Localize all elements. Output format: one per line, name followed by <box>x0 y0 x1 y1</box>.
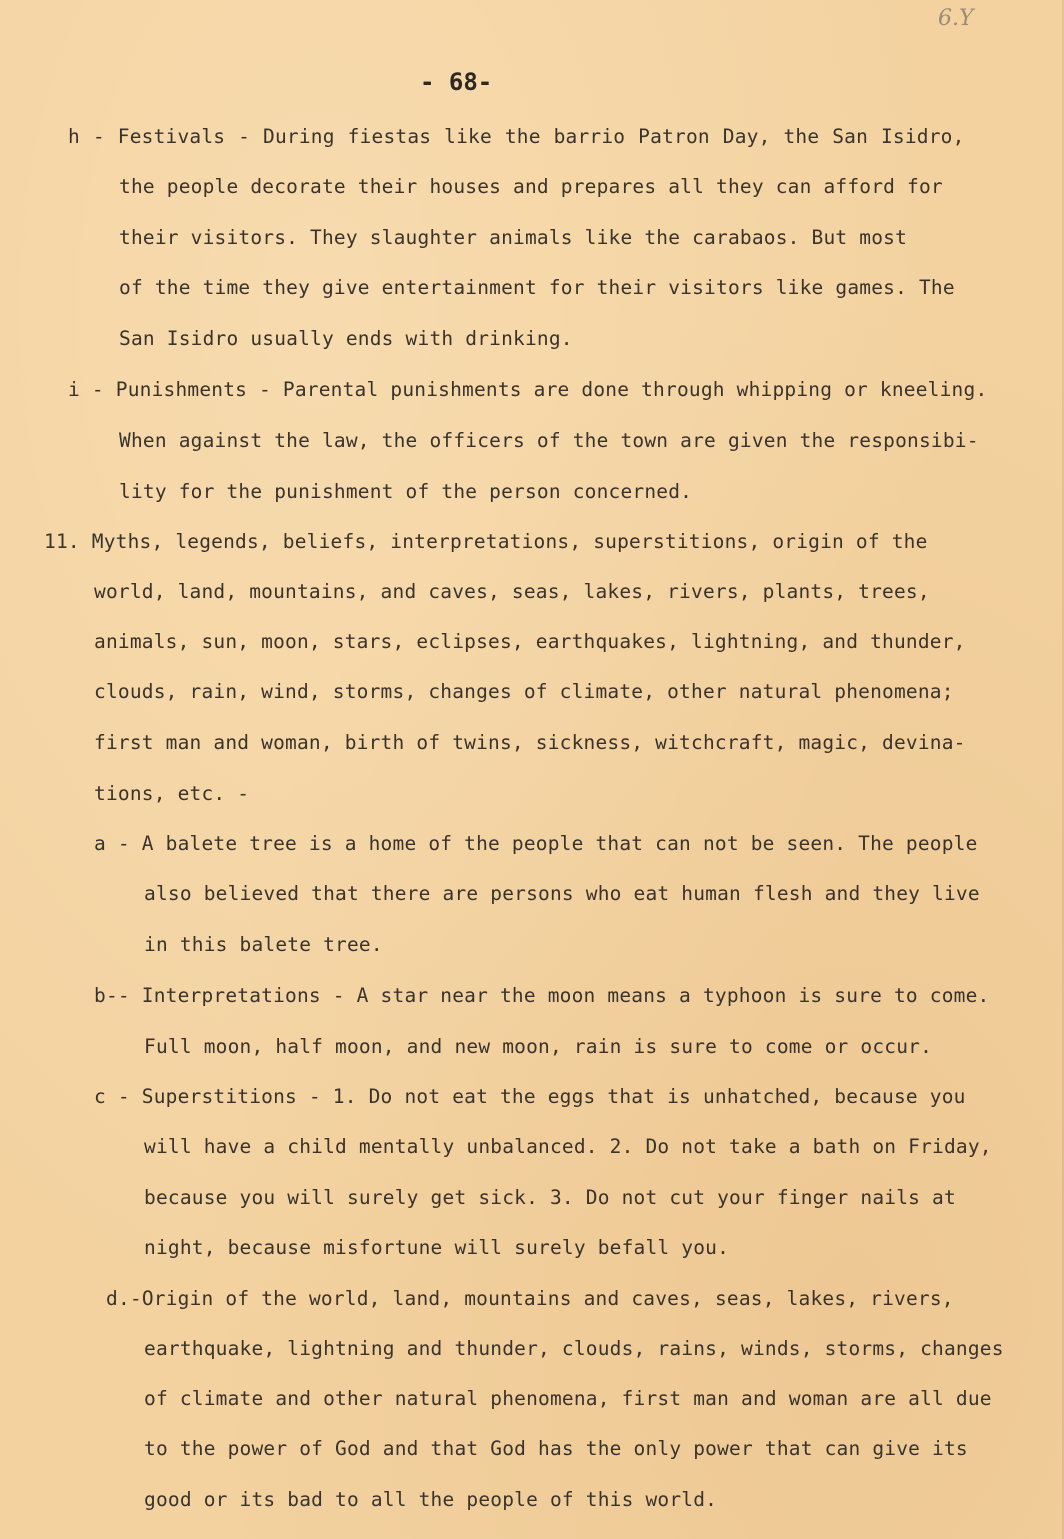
text-line: of the time they give entertainment for their visitors like games. The <box>119 276 955 299</box>
text-line: animals, sun, moon, stars, eclipses, earthquakes, lightning, and thunder, <box>94 630 966 653</box>
text-line: Full moon, half moon, and new moon, rain is sure to come or occur. <box>144 1035 933 1058</box>
text-line: 11. Myths, legends, beliefs, interpretations, superstitions, origin of the <box>44 530 928 553</box>
text-line: lity for the punishment of the person concerned. <box>119 480 693 503</box>
text-line: night, because misfortune will surely befall you. <box>144 1236 730 1259</box>
text-line: their visitors. They slaughter animals like the carabaos. But most <box>119 226 908 249</box>
text-line: of climate and other natural phenomena, first man and woman are all due <box>144 1387 992 1410</box>
text-line: i - Punishments - Parental punishments are done through whipping or kneeling. <box>68 378 988 401</box>
text-line: also believed that there are persons who eat human flesh and they live <box>144 882 980 905</box>
text-line: San Isidro usually ends with drinking. <box>119 327 573 350</box>
text-line: first man and woman, birth of twins, sickness, witchcraft, magic, devina- <box>94 731 966 754</box>
text-line: will have a child mentally unbalanced. 2. Do not take a bath on Friday, <box>144 1135 992 1158</box>
text-line: When against the law, the officers of the town are given the responsibi- <box>119 429 979 452</box>
text-line: tions, etc. - <box>94 782 250 805</box>
text-line: because you will surely get sick. 3. Do not cut your finger nails at <box>144 1186 956 1209</box>
text-line: d.-Origin of the world, land, mountains and caves, seas, lakes, rivers, <box>106 1287 954 1310</box>
text-line: to the power of God and that God has the only power that can give its <box>144 1437 968 1460</box>
text-line: the people decorate their houses and prepares all they can afford for <box>119 175 943 198</box>
text-line: earthquake, lightning and thunder, clouds, rains, winds, storms, changes <box>144 1337 1004 1360</box>
text-line: b-- Interpretations - A star near the moon means a typhoon is sure to come. <box>94 984 990 1007</box>
text-line: a - A balete tree is a home of the people that can not be seen. The people <box>94 832 978 855</box>
page-number: - 68- <box>420 68 493 96</box>
text-line: c - Superstitions - 1. Do not eat the eggs that is unhatched, because you <box>94 1085 966 1108</box>
corner-handwritten-mark: 6.Y <box>938 6 974 31</box>
text-line: world, land, mountains, and caves, seas, lakes, rivers, plants, trees, <box>94 580 930 603</box>
text-line: clouds, rain, wind, storms, changes of climate, other natural phenomena; <box>94 680 954 703</box>
text-line: in this balete tree. <box>144 933 383 956</box>
text-line: h - Festivals - During fiestas like the barrio Patron Day, the San Isidro, <box>68 125 965 148</box>
text-line: good or its bad to all the people of this world. <box>144 1488 718 1511</box>
